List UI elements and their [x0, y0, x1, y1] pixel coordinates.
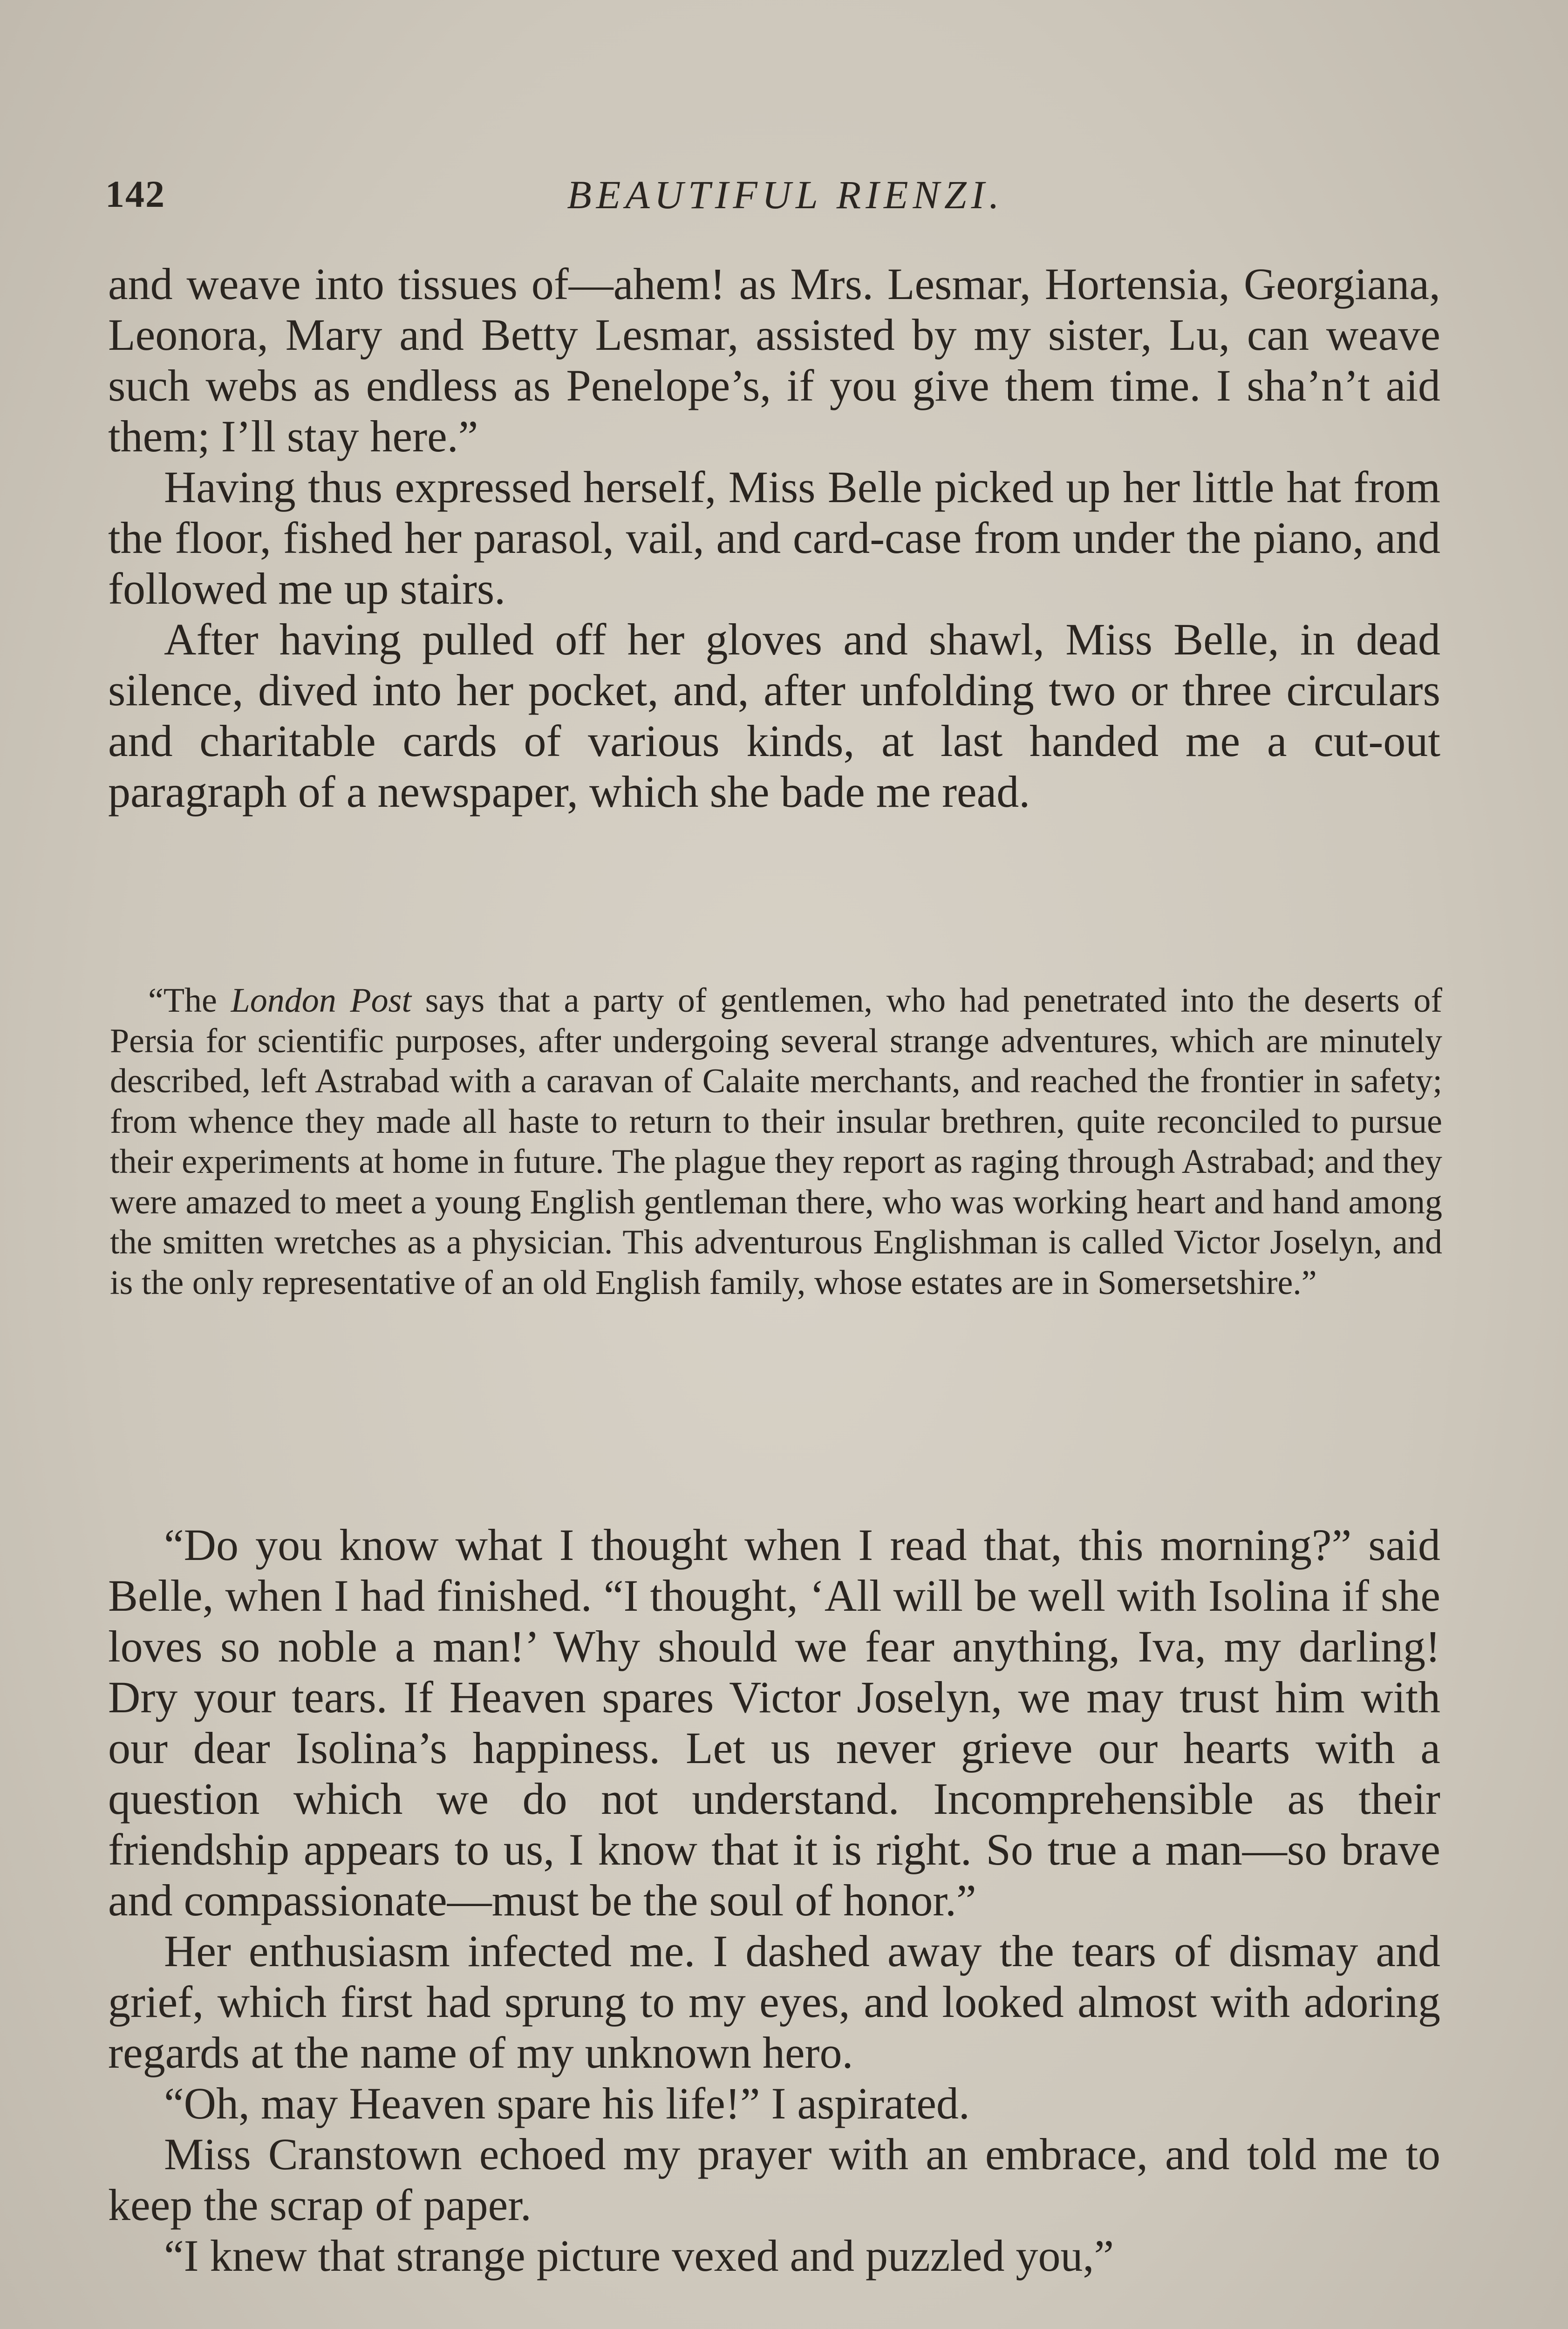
paragraph: and weave into tissues of—ahem! as Mrs. Lesmar, Hortensia, Georgiana, Leonora, Mary and Betty Lesmar, assisted by my sister, Lu, can weave such webs as endless as Penelope’s, if you give them time. I sha’n’t aid them; I’ll stay here.”: [108, 259, 1440, 461]
page-header: [105, 163, 1466, 219]
publication-name: London Post: [231, 981, 412, 1020]
body-text-bottom: [108, 1519, 1440, 2281]
paragraph: Miss Cranstown echoed my prayer with an embrace, and told me to keep the scrap of paper.: [108, 2129, 1440, 2230]
body-text-top: [108, 259, 1440, 817]
quote-paragraph: [110, 981, 1442, 1303]
paragraph: “I knew that strange picture vexed and puzzled you,”: [164, 2231, 1114, 2281]
quote-open: “The: [148, 981, 231, 1020]
paragraph: Having thus expressed herself, Miss Belle picked up her little hat from the floor, fished her parasol, vail, and card-case from under the piano, and followed me up stairs.: [108, 462, 1440, 613]
quote-text: says that a party of gentlemen, who had penetrated into the deserts of Persia for scientific purposes, after undergoing several strange adventures, which are minutely described, left Astrabad with a caravan of Calaite merchants, and reached the frontier in safety; from whence they made all haste to return to their insular brethren, quite reconciled to pursue their experiments at home in future. The plague they report as raging through Astrabad; and they were amazed to meet a young English gentleman there, who was working heart and hand among the smitten wretches as a physician. This adventurous Englishman is called Victor Joselyn, and is the only representative of an old English family, whose estates are in Somersetshire.”: [110, 981, 1442, 1302]
page-number: 142: [105, 173, 165, 215]
paragraph: “Oh, may Heaven spare his life!” I aspirated.: [164, 2078, 970, 2128]
paragraph: After having pulled off her gloves and shawl, Miss Belle, in dead silence, dived into her pocket, and, after unfolding two or three circulars and charitable cards of various kinds, at last handed me a cut-out paragraph of a newspaper, which she bade me read.: [108, 614, 1440, 817]
paragraph: “Do you know what I thought when I read that, this morning?” said Belle, when I had finished. “I thought, ‘All will be well with Isolina if she loves so noble a man!’ Why should we fear anything, Iva, my darling! Dry your tears. If Heaven spares Victor Joselyn, we may trust him with our dear Isolina’s happiness. Let us never grieve our hearts with a question which we do not understand. Incomprehensible as their friendship appears to us, I know that it is right. So true a man—so brave and compassionate—must be the soul of honor.”: [108, 1520, 1440, 1925]
paragraph: Her enthusiasm infected me. I dashed away the tears of dismay and grief, which first had sprung to my eyes, and looked almost with adoring regards at the name of my unknown hero.: [108, 1926, 1440, 2077]
running-title: BEAUTIFUL RIENZI.: [567, 172, 1004, 217]
newspaper-excerpt: [110, 981, 1442, 1303]
